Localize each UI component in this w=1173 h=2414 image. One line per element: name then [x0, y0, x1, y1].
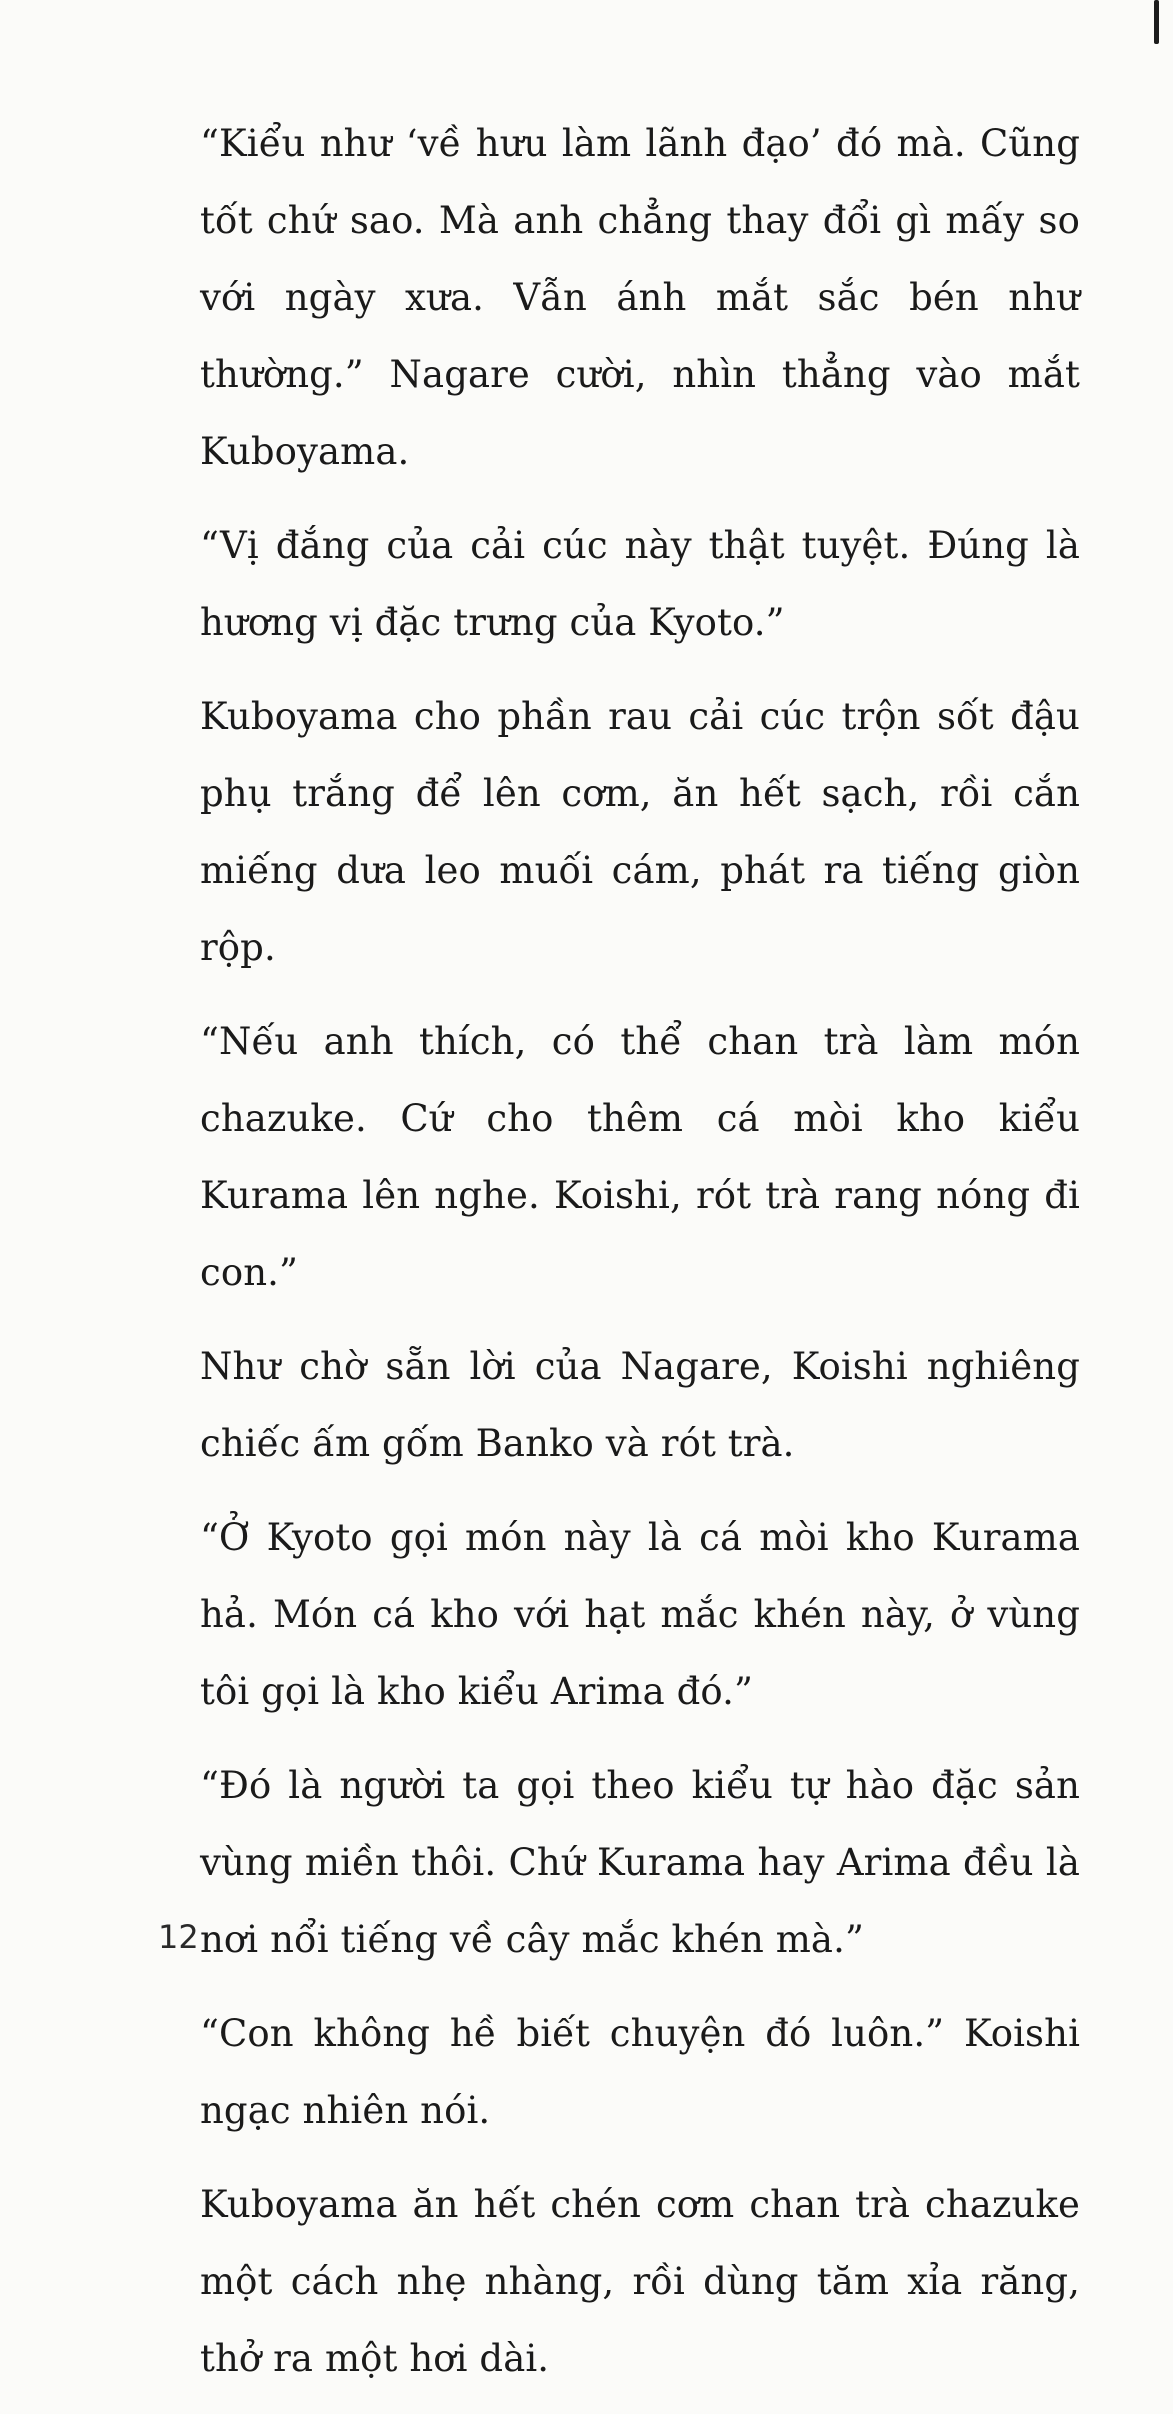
paragraph: Kuboyama cho phần rau cải cúc trộn sốt đậu phụ trắng để lên cơm, ăn hết sạch, rồi cắn miếng dưa leo muối cám, phát ra tiếng giòn rộp. — [200, 695, 1080, 969]
paragraph: “Đó là người ta gọi theo kiểu tự hào đặc sản vùng miền thôi. Chứ Kurama hay Arima đều là nơi nổi tiếng về cây mắc khén mà.” — [200, 1764, 1080, 1961]
paragraph: Như chờ sẵn lời của Nagare, Koishi nghiêng chiếc ấm gốm Banko và rót trà. — [200, 1345, 1080, 1465]
paragraph: “Ở Kyoto gọi món này là cá mòi kho Kurama hả. Món cá kho với hạt mắc khén này, ở vùng tôi gọi là kho kiểu Arima đó.” — [200, 1516, 1080, 1713]
paragraph: “Nếu anh thích, có thể chan trà làm món chazuke. Cứ cho thêm cá mòi kho kiểu Kurama lên nghe. Koishi, rót trà rang nóng đi con.” — [200, 1020, 1080, 1294]
page-body — [200, 105, 1080, 2414]
paragraph: “Con không hề biết chuyện đó luôn.” Koishi ngạc nhiên nói. — [200, 2012, 1080, 2132]
paragraph: “Kiểu như ‘về hưu làm lãnh đạo’ đó mà. Cũng tốt chứ sao. Mà anh chẳng thay đổi gì mấy so với ngày xưa. Vẫn ánh mắt sắc bén như thường.” Nagare cười, nhìn thẳng vào mắt Kuboyama. — [200, 122, 1080, 473]
paragraph: Kuboyama ăn hết chén cơm chan trà chazuke một cách nhẹ nhàng, rồi dùng tăm xỉa răng, thở ra một hơi dài. — [200, 2183, 1080, 2380]
page-edge-mark — [1154, 0, 1159, 44]
page-number: 12 — [158, 1918, 199, 1956]
paragraph: “Vị đắng của cải cúc này thật tuyệt. Đúng là hương vị đặc trưng của Kyoto.” — [200, 524, 1080, 644]
